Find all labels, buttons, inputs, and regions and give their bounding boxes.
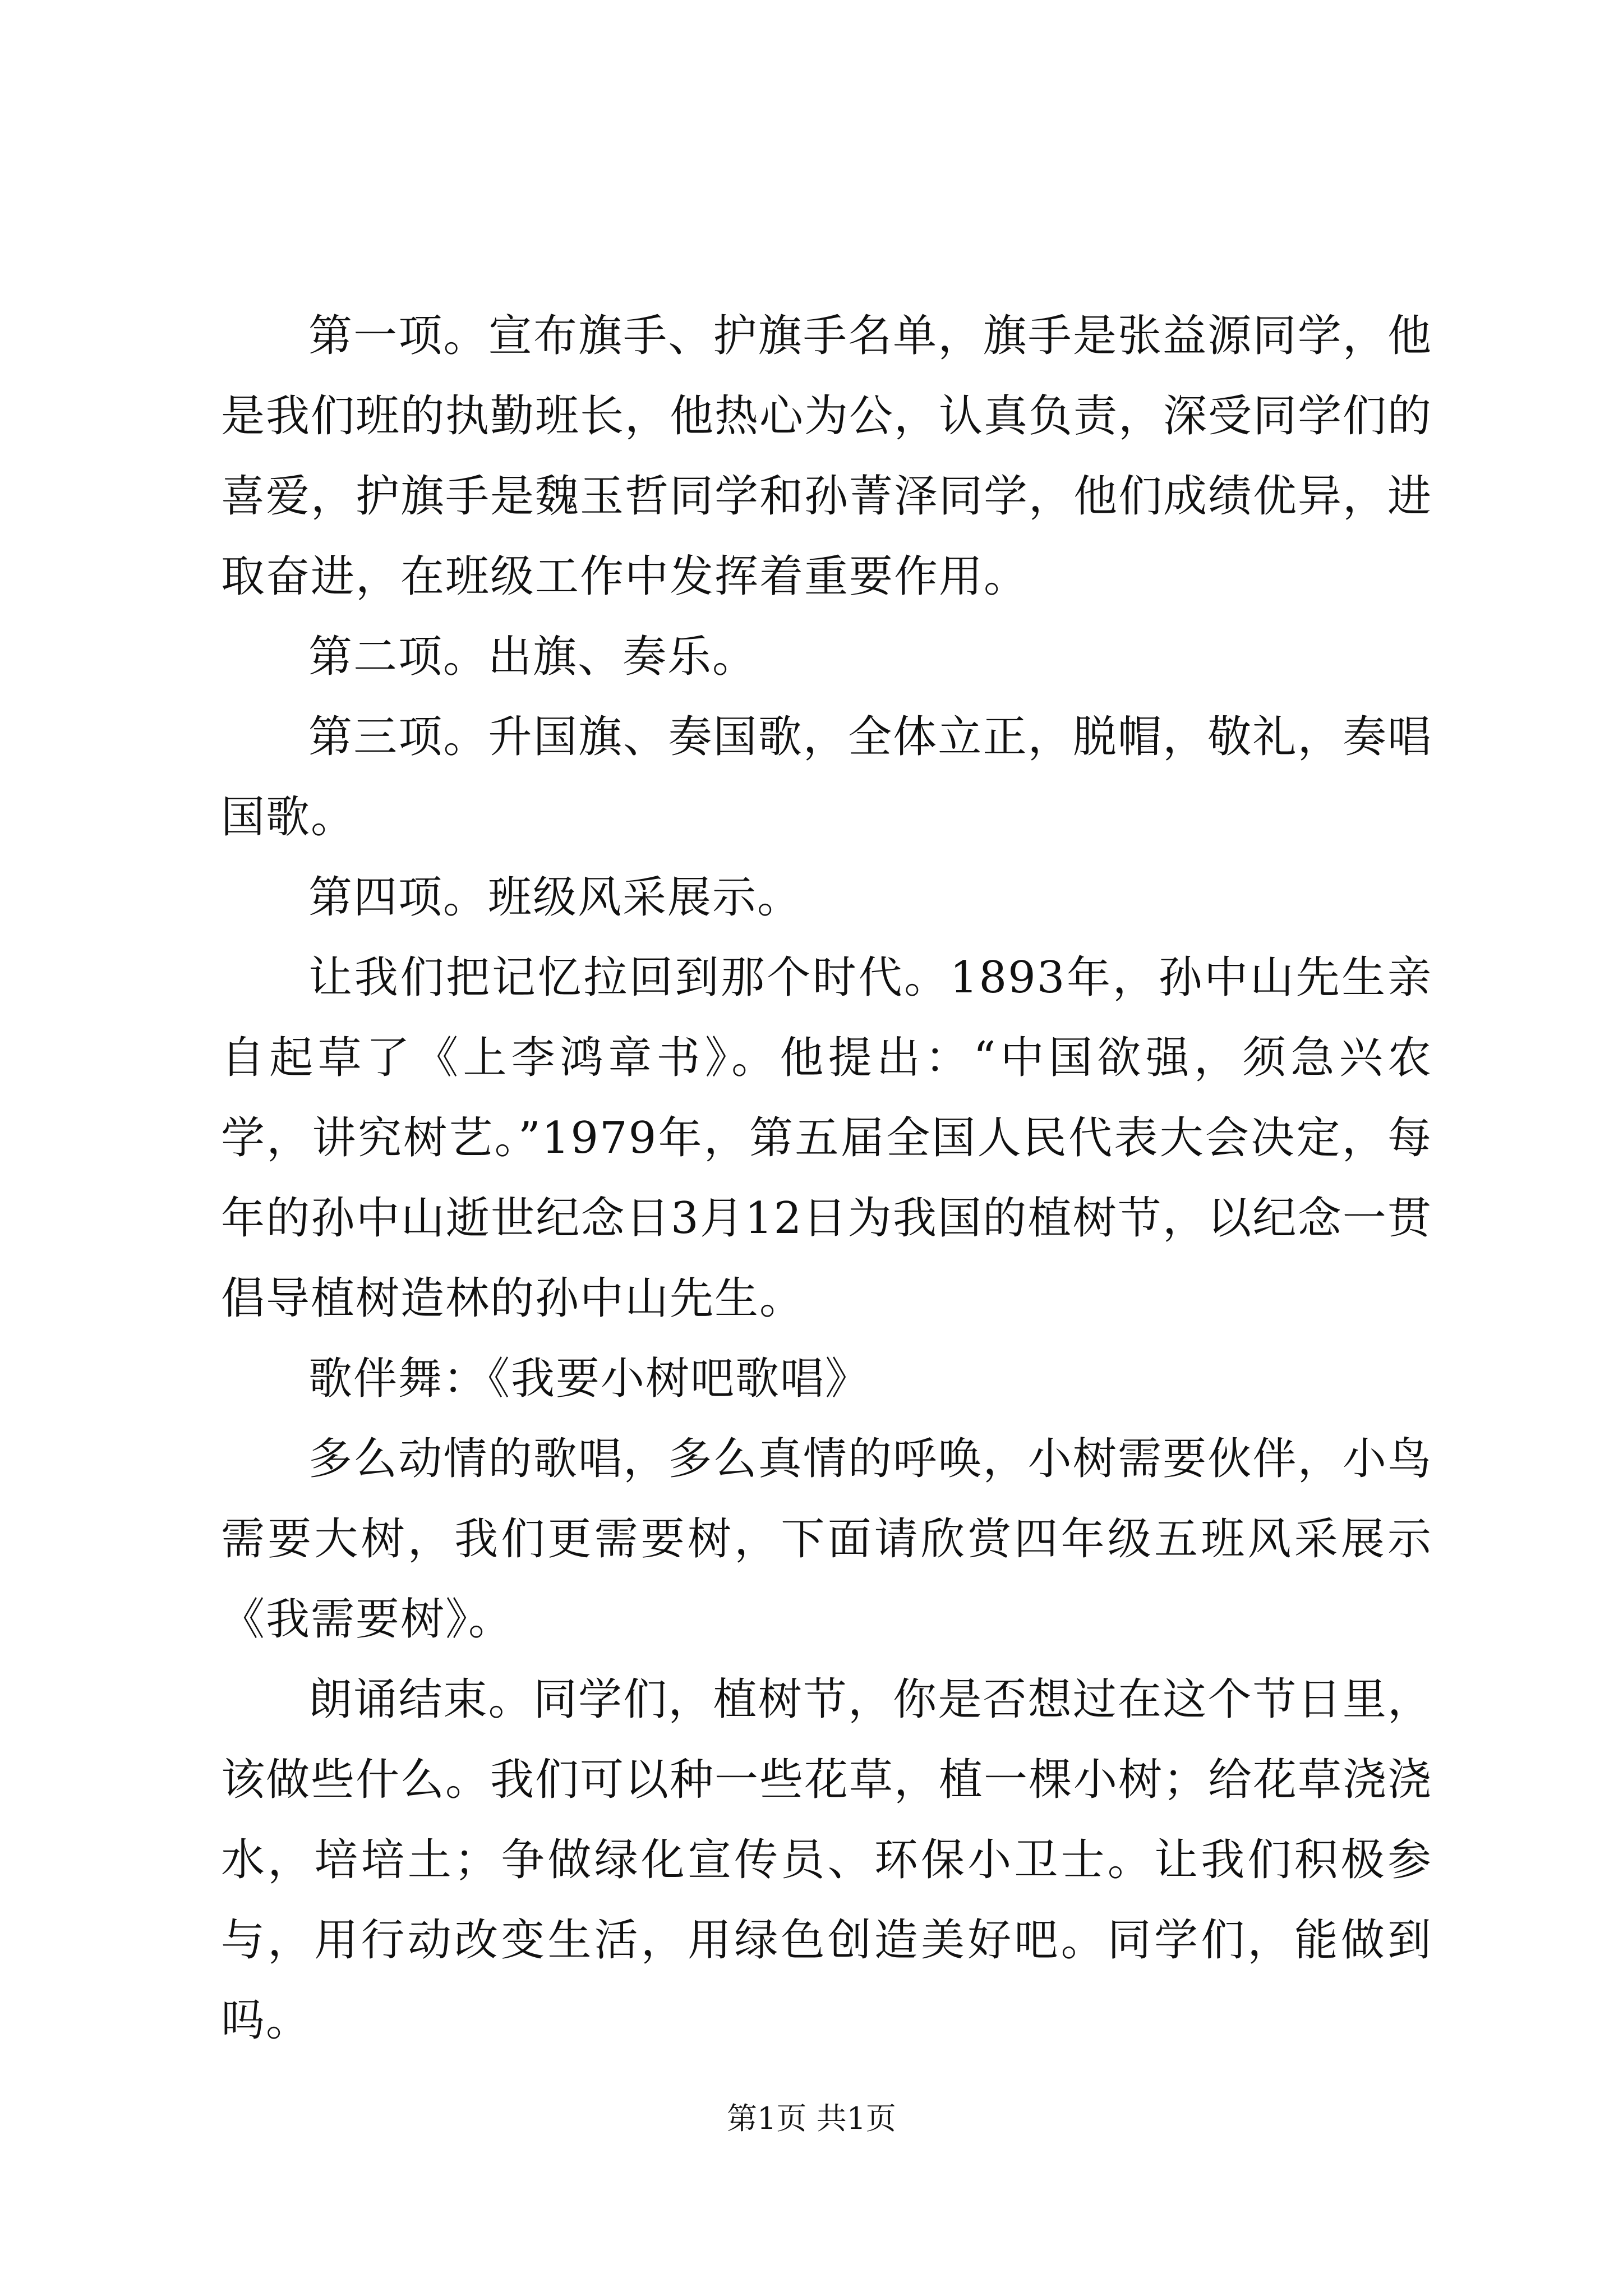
page-footer: 第1页 共1页 [727,2101,896,2136]
document-body [221,296,1432,2061]
paragraph-history: 让我们把记忆拉回到那个时代。1893年，孙中山先生亲自起草了《上李鸿章书》。他提出：“中国欲强，须急兴农学，讲究树艺。”1979年，第五届全国人民代表大会决定，每年的孙中山逝世纪念日3月12日为我国的植树节，以纪念一贯倡导植树造林的孙中山先生。 [221,953,1432,1324]
paragraph-flag-bearers: 第一项。宣布旗手、护旗手名单，旗手是张益源同学，他是我们班的执勤班长，他热心为公，认真负责，深受同学们的喜爱，护旗手是魏玉哲同学和孙菁泽同学，他们成绩优异，进取奋进，在班级工作中发挥着重要作用。 [221,311,1433,602]
paragraph-flag-entry: 第二项。出旗、奏乐。 [308,632,758,682]
paragraph-anthem: 第三项。升国旗、奏国歌，全体立正，脱帽，敬礼，奏唱国歌。 [221,712,1432,843]
paragraph-closing: 朗诵结束。同学们，植树节，你是否想过在这个节日里，该做些什么。我们可以种一些花草，植一棵小树；给花草浇浇水，培培土；争做绿化宣传员、环保小卫士。让我们积极参与，用行动改变生活，用绿色创造美好吧。同学们，能做到吗。 [221,1674,1433,2046]
paragraph-need-trees: 多么动情的歌唱，多么真情的呼唤，小树需要伙伴，小鸟需要大树，我们更需要树，下面请欣赏四年级五班风采展示《我需要树》。 [221,1434,1432,1645]
paragraph-class-showcase: 第四项。班级风采展示。 [308,872,803,923]
paragraph-song-dance: 歌伴舞：《我要小树吧歌唱》 [308,1354,870,1404]
